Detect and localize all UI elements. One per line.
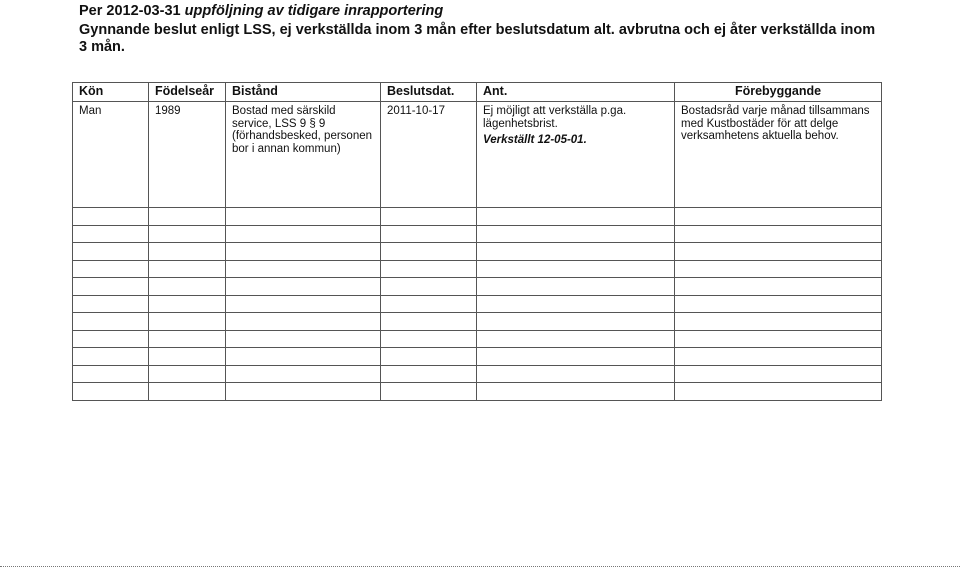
- empty-cell: [675, 365, 882, 383]
- footer-divider: [0, 566, 960, 567]
- empty-cell: [381, 208, 477, 226]
- cell-fodelsear: 1989: [149, 102, 226, 208]
- title-prefix: Per 2012-03-31: [79, 3, 185, 19]
- empty-cell: [381, 260, 477, 278]
- table-row-empty: [73, 225, 882, 243]
- empty-cell: [381, 365, 477, 383]
- table-row-empty: [73, 383, 882, 401]
- table-row-empty: [73, 260, 882, 278]
- empty-cell: [226, 365, 381, 383]
- empty-cell: [226, 243, 381, 261]
- cell-beslutsdat: 2011-10-17: [381, 102, 477, 208]
- empty-cell: [226, 295, 381, 313]
- empty-cell: [675, 295, 882, 313]
- empty-cell: [73, 313, 149, 331]
- empty-cell: [675, 348, 882, 366]
- empty-cell: [149, 208, 226, 226]
- empty-cell: [73, 260, 149, 278]
- cell-ant: [477, 102, 675, 208]
- table-row-empty: [73, 313, 882, 331]
- empty-cell: [149, 330, 226, 348]
- empty-cell: [675, 330, 882, 348]
- empty-cell: [381, 348, 477, 366]
- empty-cell: [226, 225, 381, 243]
- column-header-forebyggande: Förebyggande: [675, 83, 882, 102]
- table-row-empty: [73, 348, 882, 366]
- empty-cell: [149, 365, 226, 383]
- empty-cell: [381, 313, 477, 331]
- cell-forebyggande: Bostadsråd varje månad tillsammans med Kustbostäder för att delge verksamhetens aktuella behov.: [675, 102, 882, 208]
- empty-cell: [675, 260, 882, 278]
- ant-text: Ej möjligt att verkställa p.ga. lägenhetsbrist.: [483, 105, 627, 130]
- empty-cell: [477, 260, 675, 278]
- empty-cell: [149, 383, 226, 401]
- empty-cell: [675, 313, 882, 331]
- empty-cell: [226, 330, 381, 348]
- empty-cell: [73, 383, 149, 401]
- empty-cell: [381, 330, 477, 348]
- empty-cell: [675, 243, 882, 261]
- empty-cell: [226, 383, 381, 401]
- page-subtitle: Gynnande beslut enligt LSS, ej verkställda inom 3 mån efter beslutsdatum alt. avbrutna och ej åter verkställda inom 3 mån.: [79, 22, 876, 55]
- empty-cell: [149, 278, 226, 296]
- empty-cell: [381, 225, 477, 243]
- empty-cell: [381, 295, 477, 313]
- title-italic: uppföljning av tidigare inrapportering: [184, 3, 444, 19]
- column-header-bistand: Bistånd: [226, 83, 381, 102]
- empty-cell: [226, 313, 381, 331]
- table-row-empty: [73, 330, 882, 348]
- table-row-empty: [73, 278, 882, 296]
- empty-cell: [226, 348, 381, 366]
- empty-cell: [477, 208, 675, 226]
- table-header-row: [73, 83, 882, 102]
- ant-verkstallt: Verkställt 12-05-01.: [483, 134, 587, 146]
- empty-cell: [477, 243, 675, 261]
- table-row: [73, 102, 882, 208]
- empty-cell: [149, 260, 226, 278]
- empty-cell: [226, 278, 381, 296]
- empty-cell: [675, 225, 882, 243]
- column-header-kon: Kön: [73, 83, 149, 102]
- empty-cell: [149, 243, 226, 261]
- empty-cell: [73, 348, 149, 366]
- empty-cell: [73, 295, 149, 313]
- empty-cell: [675, 278, 882, 296]
- empty-cell: [226, 208, 381, 226]
- empty-cell: [226, 260, 381, 278]
- empty-cell: [73, 365, 149, 383]
- empty-cell: [477, 295, 675, 313]
- empty-cell: [381, 383, 477, 401]
- empty-cell: [381, 243, 477, 261]
- empty-cell: [73, 278, 149, 296]
- empty-cell: [73, 208, 149, 226]
- table-row-empty: [73, 295, 882, 313]
- empty-cell: [477, 383, 675, 401]
- empty-cell: [73, 243, 149, 261]
- column-header-ant: Ant.: [477, 83, 675, 102]
- cell-kon: Man: [73, 102, 149, 208]
- empty-cell: [477, 225, 675, 243]
- empty-cell: [675, 208, 882, 226]
- empty-cell: [675, 383, 882, 401]
- empty-cell: [477, 313, 675, 331]
- empty-cell: [149, 313, 226, 331]
- empty-cell: [381, 278, 477, 296]
- empty-cell: [149, 295, 226, 313]
- table-row-empty: [73, 365, 882, 383]
- page-title: [79, 3, 443, 19]
- empty-cell: [149, 348, 226, 366]
- column-header-beslutsdat: Beslutsdat.: [381, 83, 477, 102]
- table-row-empty: [73, 243, 882, 261]
- empty-cell: [477, 278, 675, 296]
- empty-cell: [149, 225, 226, 243]
- report-table: [72, 82, 882, 401]
- empty-cell: [477, 365, 675, 383]
- empty-cell: [477, 330, 675, 348]
- table-row-empty: [73, 208, 882, 226]
- empty-cell: [73, 225, 149, 243]
- cell-bistand: Bostad med särskild service, LSS 9 § 9 (förhandsbesked, personen bor i annan kommun): [226, 102, 381, 208]
- empty-cell: [477, 348, 675, 366]
- empty-cell: [73, 330, 149, 348]
- column-header-fodelsear: Födelseår: [149, 83, 226, 102]
